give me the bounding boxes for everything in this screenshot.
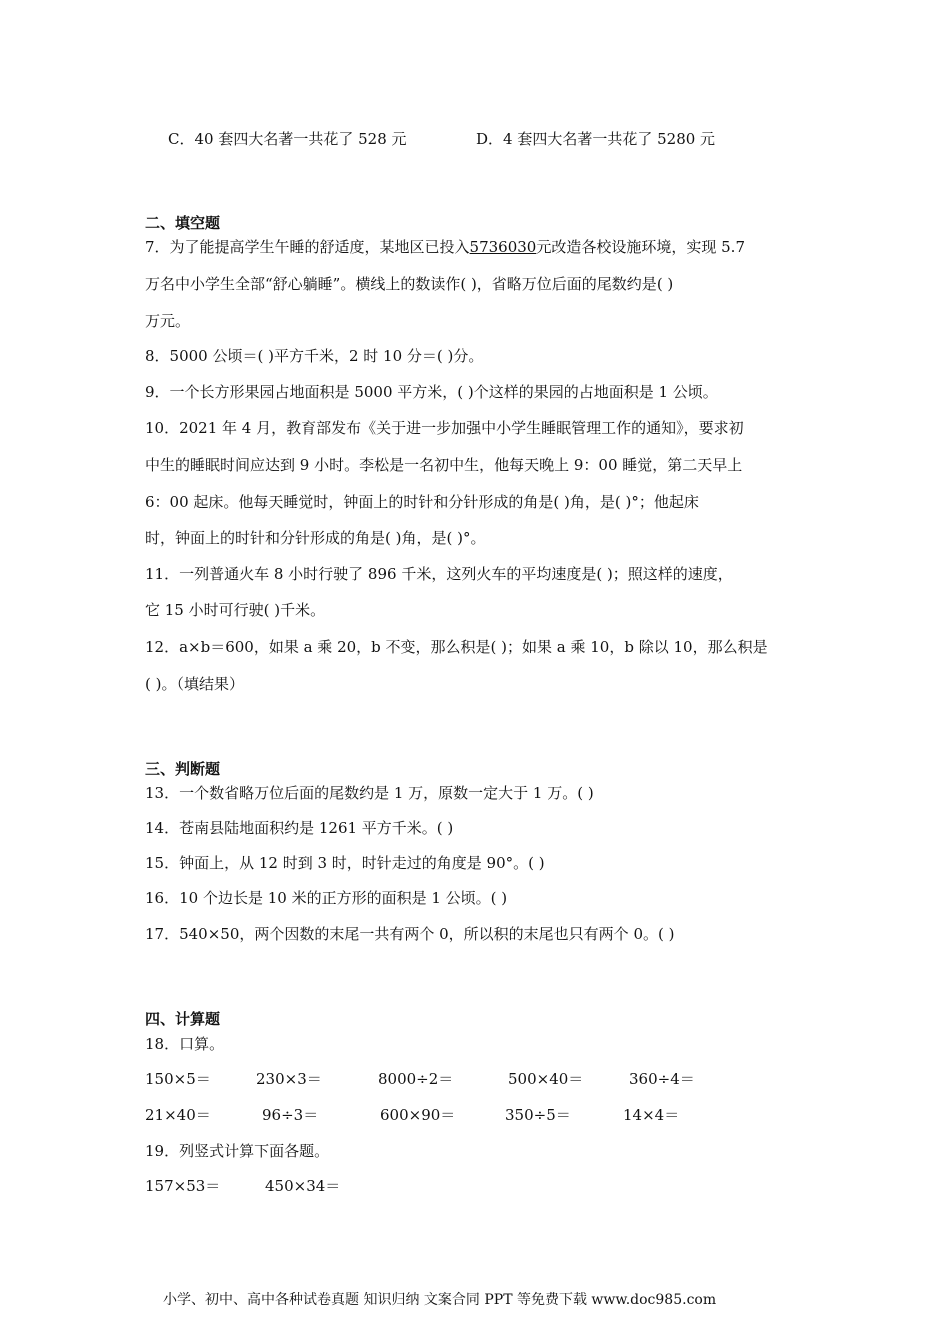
calc-item: 360÷4＝ — [629, 1070, 695, 1088]
calc-item: 96÷3＝ — [262, 1106, 319, 1124]
q7-text-pre: 7．为了能提高学生午睡的舒适度，某地区已投入 — [145, 238, 470, 256]
calc-item: 230×3＝ — [256, 1070, 322, 1088]
section-fill-title: 二、填空题 — [145, 214, 221, 232]
calc-item: 150×5＝ — [145, 1070, 211, 1088]
question-10-line-4: 时，钟面上的时针和分针形成的角是( )角，是( )°。 — [145, 529, 486, 547]
question-10-line-3: 6：00 起床。他每天睡觉时，钟面上的时针和分针形成的角是( )角，是( )°；他起床 — [145, 493, 699, 511]
calc-item: 14×4＝ — [623, 1106, 680, 1124]
question-11-line-2: 它 15 小时可行驶( )千米。 — [145, 601, 326, 619]
option-d: D．4 套四大名著一共花了 5280 元 — [476, 130, 716, 148]
q7-underlined-number: 5736030 — [469, 238, 537, 256]
question-13: 13．一个数省略万位后面的尾数约是 1 万，原数一定大于 1 万。( ) — [145, 784, 594, 802]
calc-item: 500×40＝ — [508, 1070, 584, 1088]
question-12-line-2: ( )。（填结果） — [145, 675, 244, 693]
page-footer: 小学、初中、高中各种试卷真题 知识归纳 文案合同 PPT 等免费下载 www.doc985.com — [163, 1292, 717, 1308]
calc-item: 450×34＝ — [265, 1177, 341, 1195]
question-16: 16．10 个边长是 10 米的正方形的面积是 1 公顷。( ) — [145, 889, 508, 907]
question-10-line-1: 10．2021 年 4 月，教育部发布《关于进一步加强中小学生睡眠管理工作的通知》，要求初 — [145, 419, 744, 437]
section-calc-title: 四、计算题 — [145, 1010, 221, 1028]
question-9: 9．一个长方形果园占地面积是 5000 平方米，( )个这样的果园的占地面积是 1 公顷。 — [145, 383, 718, 401]
question-19: 19．列竖式计算下面各题。 — [145, 1142, 330, 1160]
question-12-line-1: 12．a×b＝600，如果 a 乘 20，b 不变，那么积是( )；如果 a 乘 10，b 除以 10，那么积是 — [145, 638, 768, 656]
question-11-line-1: 11．一列普通火车 8 小时行驶了 896 千米，这列火车的平均速度是( )；照这样的速度， — [145, 565, 733, 583]
question-10-line-2: 中生的睡眠时间应达到 9 小时。李松是一名初中生，他每天晚上 9：00 睡觉，第二天早上 — [145, 456, 743, 474]
calc-item: 600×90＝ — [380, 1106, 456, 1124]
question-7-line-1 — [145, 237, 745, 257]
q7-text-post: 元改造各校设施环境，实现 5.7 — [536, 238, 745, 256]
question-18: 18．口算。 — [145, 1035, 225, 1053]
question-7-line-3: 万元。 — [145, 312, 191, 330]
question-8: 8．5000 公顷＝( )平方千米，2 时 10 分＝( )分。 — [145, 347, 484, 365]
calc-item: 157×53＝ — [145, 1177, 221, 1195]
section-judge-title: 三、判断题 — [145, 760, 221, 778]
question-15: 15．钟面上，从 12 时到 3 时，时针走过的角度是 90°。( ) — [145, 854, 545, 872]
calc-item: 8000÷2＝ — [378, 1070, 454, 1088]
option-c: C．40 套四大名著一共花了 528 元 — [168, 130, 407, 148]
question-17: 17．540×50，两个因数的末尾一共有两个 0，所以积的末尾也只有两个 0。( ) — [145, 925, 675, 943]
question-14: 14．苍南县陆地面积约是 1261 平方千米。( ) — [145, 819, 454, 837]
calc-item: 350÷5＝ — [505, 1106, 571, 1124]
question-7-line-2: 万名中小学生全部“舒心躺睡”。横线上的数读作( )，省略万位后面的尾数约是( ) — [145, 275, 674, 293]
calc-item: 21×40＝ — [145, 1106, 211, 1124]
